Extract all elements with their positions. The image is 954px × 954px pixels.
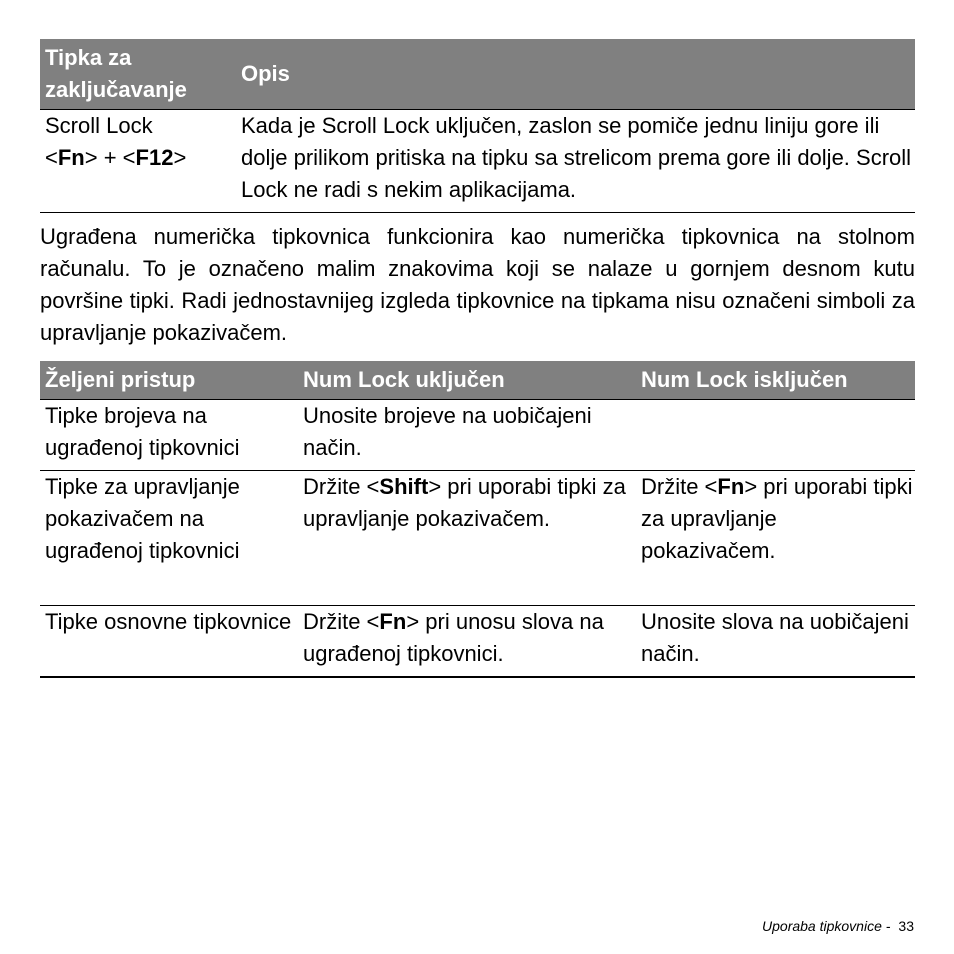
table-row [40, 606, 915, 678]
lock-table-header-row [40, 39, 915, 110]
access-header-desired: Željeni pristup [40, 361, 298, 400]
table-row [40, 471, 915, 606]
key-bracket: > [173, 145, 187, 170]
access-header-numlock-off: Num Lock isključen [636, 361, 915, 400]
access-table-header-row [40, 361, 915, 400]
key-bracket: < [45, 145, 58, 170]
lock-key-name: Scroll Lock [45, 113, 153, 138]
access-table [40, 361, 915, 678]
key-fn: Fn [717, 474, 745, 499]
key-f12: F12 [135, 145, 174, 170]
body-paragraph: Ugrađena numerička tipkovnica funkcionira kao numerička tipkovnica na stolnom računalu. To je označeno malim znakovima koji se nalaze u gornjem desnom kutu površine tipki. Radi jednostavnijeg izgleda tipkovnice na tipkama nisu označeni simboli za upravljanje pokazivačem. [40, 224, 915, 345]
key-plus: > + < [84, 145, 136, 170]
access-cell: Tipke osnovne tipkovnice [40, 606, 298, 678]
lock-key-cell [40, 110, 236, 213]
numlock-off-cell [636, 471, 915, 606]
instruction-text: > pri uporabi tipki za upravljanje pokazivačem. [303, 474, 626, 531]
numlock-off-cell: Unosite slova na uobičajeni način. [636, 606, 915, 678]
page-footer [762, 918, 914, 934]
lock-description-cell: Kada je Scroll Lock uključen, zaslon se pomiče jednu liniju gore ili dolje prilikom pritiska na tipku sa strelicom prema gore ili dolje. Scroll Lock ne radi s nekim aplikacijama. [236, 110, 915, 213]
instruction-text: > pri unosu slova na ugrađenoj tipkovnici. [303, 609, 604, 666]
numlock-on-cell [298, 471, 636, 606]
lock-table-header-description: Opis [236, 39, 915, 110]
key-fn: Fn [379, 609, 407, 634]
lock-table-header-key: Tipka za zaključavanje [40, 39, 236, 110]
access-cell: Tipke za upravljanje pokazivačem na ugrađenoj tipkovnici [40, 471, 298, 606]
footer-section-title: Uporaba tipkovnice - [762, 918, 891, 934]
access-cell: Tipke brojeva na ugrađenoj tipkovnici [40, 400, 298, 471]
instruction-text: Držite < [303, 474, 380, 499]
instruction-text: Držite < [303, 609, 380, 634]
numlock-off-cell [636, 400, 915, 471]
lock-key-table [40, 39, 915, 213]
page-number: 33 [898, 918, 914, 934]
table-row [40, 400, 915, 471]
table-row [40, 110, 915, 213]
numlock-on-cell: Unosite brojeve na uobičajeni način. [298, 400, 636, 471]
key-shift: Shift [379, 474, 429, 499]
instruction-text: > pri uporabi tipki za upravljanje pokazivačem. [641, 474, 913, 563]
instruction-text: Držite < [641, 474, 718, 499]
page-content [40, 39, 915, 678]
access-header-numlock-on: Num Lock uključen [298, 361, 636, 400]
key-fn: Fn [57, 145, 85, 170]
numlock-on-cell [298, 606, 636, 678]
